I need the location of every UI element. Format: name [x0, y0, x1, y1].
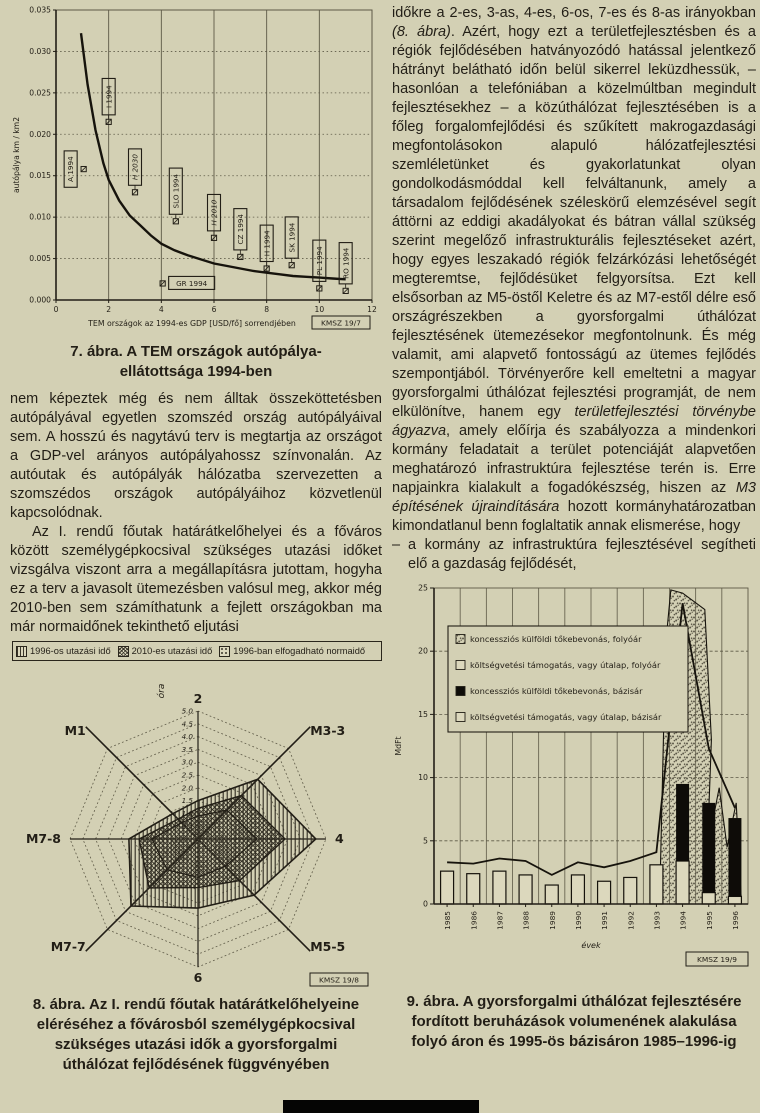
year-label: 1988: [521, 911, 531, 930]
svg-text:0.025: 0.025: [29, 88, 51, 98]
radar-axis-label: 6: [193, 970, 203, 985]
bullet-item: [392, 536, 756, 574]
data-point: [260, 225, 273, 271]
left-paragraph-1: [10, 390, 382, 523]
budget-bar: [545, 885, 558, 904]
left-column: [10, 0, 382, 1083]
year-label: 1991: [600, 911, 610, 930]
text-run: . Azért, hogy ezt a területfejlesztésben és a régiók fejlődésében hatványozódó hatással jelentkező hátrányt belátható időn belül sikerrel leküzdhessük, – hasonlóan a telefóniában a közelmúltban megindult fejlesztésekhez – a közúthálózat fejlesztésében is a főleg forgalomfejlődési és szűkített makrogazdasági megfontolásokon alapuló hálózatfejlesztési szemléletünket és gyakorlatunkat olyan gondolkodásmóddal kell felváltanunk, amely a társadalom fejlődésének széleskörű elemzésével segít áttörni az eddigi akadályokat és bátran vállal szükség szerint megelőző infrastrukturális fejlesztéseket azért, hogy egyes leszakadó régiók felzárkózási lehetőségét megteremtse, fejlődésüket felgyorsítsa. Ezt kell elsősorban az M5-östől Keletre és az M7-estől délre eső országrészekben a gyorsforgalmi úthálózat fejlesztésének ütemezésekor megfontolnunk. És még valamit, ami alapvető fontosságú az ütemes fejlődés szempontjából. Törvényerőre kell emeltetni a magyar gyorsforgalmi úthálózat fejlesztési programját, de nem elkülönítve, hanem egy: [392, 24, 756, 420]
chart-stamp: [312, 316, 370, 329]
data-point: [339, 243, 352, 294]
legend-swatch-icon: [456, 661, 465, 670]
year-label: 1993: [652, 911, 662, 930]
svg-text:KMSZ 19/9: KMSZ 19/9: [697, 955, 737, 964]
bullet-dash: –: [392, 537, 401, 553]
budget-bar: [650, 865, 663, 904]
radar-axis-label: 4: [335, 831, 344, 846]
data-point: [64, 151, 86, 187]
svg-text:évek: évek: [581, 941, 601, 950]
point-label: RO 1994: [341, 247, 351, 279]
svg-text:10: 10: [314, 305, 325, 314]
point-label: SK 1994: [287, 222, 297, 253]
radar-axis-label: M5-5: [310, 939, 346, 955]
data-point: [285, 217, 298, 268]
figure-9-legend: [448, 626, 688, 732]
budget-bar: [728, 896, 741, 904]
right-column: [392, 4, 756, 1060]
svg-text:2.5: 2.5: [181, 770, 193, 780]
svg-text:autópálya km / km2: autópálya km / km2: [12, 116, 21, 194]
legend-label: 1996-ban elfogadható normaidő: [233, 646, 366, 656]
svg-text:25: 25: [418, 583, 428, 593]
chart-stamp: [310, 973, 368, 986]
svg-text:3.5: 3.5: [181, 744, 193, 754]
figure-8-caption: 8. ábra. Az I. rendű főutak határátkelőhelyeine eléréséhez a fővárosból személygépkocsival szükséges utazási idők a gyorsforgalmi úthálózat fejlődésének függvényében: [32, 996, 360, 1073]
data-point: [102, 78, 115, 124]
year-label: 1990: [573, 911, 583, 930]
svg-text:2: 2: [106, 305, 112, 314]
travel-time-radar-chart: [10, 661, 382, 993]
budget-bar: [467, 874, 480, 904]
svg-text:12: 12: [367, 305, 377, 314]
bullet-text: a kormány az infrastruktúra fejlesztésével segítheti elő a gazdaság fejlődését,: [408, 537, 756, 572]
text-run: időkre a 2-es, 3-as, 4-es, 6-os, 7-es és 8-as irányokban: [392, 5, 756, 21]
text-run: , amely előírja és szabályozza a mindenkori kormány feladatait a terület potenciáját alapvetően meghatározó infrastruktúra fejlesztése terén is. Erre napjainkra kialakult a fogadókészség, hiszen az: [392, 423, 756, 496]
text-run: területfejlesztési törvénybe ágyazva: [392, 404, 756, 439]
svg-text:0: 0: [423, 899, 428, 909]
svg-text:15: 15: [418, 709, 428, 719]
svg-text:10: 10: [418, 773, 428, 783]
svg-text:0.030: 0.030: [29, 46, 51, 56]
legend-label: költségvetési támogatás, vagy útalap, bázisár: [470, 712, 662, 722]
radar-axis-label: 2: [193, 691, 203, 706]
legend-label: 2010-es utazási idő: [131, 646, 213, 656]
legend-label: költségvetési támogatás, vagy útalap, folyóár: [470, 660, 661, 670]
year-label: 1994: [678, 911, 688, 930]
point-label: A 1994: [66, 156, 76, 182]
svg-text:0.000: 0.000: [29, 295, 51, 305]
text-run: Az I. rendű főutak határátkelőhelyei és a főváros között személygépkocsival szükséges utazási időket vizsgálva viszont arra a megállapításra jutottam, hogyha ez a terv a javasolt ütemezésben valósul meg, akkor még 2010-ben sem számíthatunk a fejlett országokban ma már normaidőnek tekinthető eljutási: [10, 524, 382, 635]
point-label: CZ 1994: [235, 213, 245, 245]
svg-text:1.5: 1.5: [181, 796, 193, 806]
radar-axis-label: M3-3: [310, 722, 346, 738]
budget-bar: [571, 875, 584, 904]
chart-stamp: [686, 952, 748, 966]
data-point: [160, 276, 215, 289]
svg-text:5: 5: [423, 836, 428, 846]
figure-8-legend: [12, 641, 382, 661]
svg-text:4: 4: [158, 305, 164, 314]
data-point: [208, 194, 221, 240]
budget-bar: [702, 893, 715, 904]
svg-text:0: 0: [53, 305, 59, 314]
year-label: 1989: [547, 911, 557, 930]
legend-swatch-icon: [118, 646, 129, 657]
point-label: PL 1994: [314, 246, 324, 276]
svg-text:6: 6: [211, 305, 217, 314]
year-label: 1987: [495, 911, 505, 930]
text-run: (8. ábra): [392, 24, 451, 40]
text-run: M3 építésének újraindítására: [392, 480, 756, 515]
svg-text:8: 8: [264, 305, 270, 314]
year-label: 1995: [704, 911, 714, 930]
svg-text:0.010: 0.010: [29, 212, 51, 222]
legend-item: [118, 644, 213, 658]
point-label: H 2010: [209, 199, 219, 226]
svg-text:GR 1994: GR 1994: [176, 279, 208, 289]
budget-bar: [598, 881, 611, 904]
svg-text:4.0: 4.0: [181, 732, 193, 742]
tem-motorway-scatter-chart: [10, 0, 382, 338]
legend-label: koncessziós külföldi tőkebevonás, folyóár: [470, 634, 642, 644]
radar-unit-label: óra: [157, 683, 167, 699]
svg-text:1.0: 1.0: [181, 808, 193, 818]
budget-bar: [676, 861, 689, 904]
figure-7: [10, 0, 382, 382]
svg-text:0.035: 0.035: [29, 5, 51, 15]
svg-text:KMSZ 19/7: KMSZ 19/7: [321, 318, 361, 328]
svg-text:2.0: 2.0: [181, 783, 193, 793]
data-point: [313, 240, 326, 291]
svg-text:3.0: 3.0: [181, 757, 193, 767]
budget-bar: [441, 871, 454, 904]
point-label: SLO 1994: [171, 173, 181, 209]
legend-swatch-icon: [456, 635, 465, 644]
concession-bar: [676, 784, 689, 861]
svg-text:0.005: 0.005: [29, 254, 51, 264]
radar-axis-label: M7-8: [25, 831, 61, 846]
svg-text:0.5: 0.5: [181, 821, 193, 831]
legend-swatch-icon: [456, 713, 465, 722]
legend-label: 1996-os utazási idő: [30, 646, 111, 656]
svg-text:0.015: 0.015: [29, 171, 51, 181]
legend-swatch-icon: [456, 687, 465, 696]
svg-text:MdFt: MdFt: [394, 736, 403, 756]
gdp-curve: [81, 33, 346, 279]
right-paragraph-1: [392, 4, 756, 536]
svg-text:0.020: 0.020: [29, 129, 51, 139]
figure-8: [10, 661, 382, 1075]
year-label: 1986: [469, 911, 479, 930]
legend-swatch-icon: [219, 646, 230, 657]
data-point: [129, 149, 142, 195]
year-label: 1992: [626, 911, 636, 930]
investment-volume-bar-chart: [392, 574, 760, 978]
left-paragraph-2: [10, 523, 382, 637]
data-point: [169, 168, 182, 224]
budget-bar: [624, 877, 637, 904]
svg-text:TEM országok az 1994-es GDP [: TEM országok az 1994-es GDP [USD/fő] sorrendjében: [88, 319, 296, 328]
text-run: hozott kormányhatározatban kimondatlanul benn foglaltatik annak elismerése, hogy: [392, 499, 756, 534]
data-point: [234, 209, 247, 260]
scan-artifact-bar: [283, 1100, 479, 1113]
budget-bar: [519, 875, 532, 904]
radar-axis-label: M7-7: [50, 939, 86, 955]
point-label: I 1994: [104, 85, 114, 109]
radar-axis-label: M1: [64, 722, 86, 738]
text-run: nem képeztek még és nem álltak összeköttetésben autópályával egyetlen szomszéd ország autópályáival sem. A hosszú és nagytávú terv is megtartja az országot a GDP-vel arányos autópályahossz színvonalán. Az autóutak és autópályák hálózatba szervezetten a szomszédos országok autópályáihoz közvetlenül kapcsolódnak.: [10, 391, 382, 521]
point-label: H 2030: [130, 154, 140, 181]
legend-item: [16, 644, 111, 658]
concession-bar: [702, 803, 715, 893]
svg-text:5.0: 5.0: [181, 706, 193, 716]
point-label: H 1994: [262, 230, 272, 257]
year-label: 1985: [443, 911, 453, 930]
concession-bar: [728, 818, 741, 896]
legend-swatch-icon: [16, 646, 27, 657]
svg-text:20: 20: [418, 646, 428, 656]
figure-9-caption: 9. ábra. A gyorsforgalmi úthálózat fejlesztésére fordított beruházások volumenének alakulása folyó áron és 1995-ös bázisáron 1985–1996-ig: [406, 993, 742, 1050]
legend-label: koncessziós külföldi tőkebevonás, bázisár: [470, 686, 643, 696]
svg-text:4.5: 4.5: [181, 719, 193, 729]
budget-bar: [493, 871, 506, 904]
legend-item: [219, 644, 365, 658]
year-label: 1996: [730, 911, 740, 930]
figure-7-caption: 7. ábra. A TEM országok autópálya-ellátottsága 1994-ben: [70, 343, 322, 380]
svg-text:KMSZ 19/8: KMSZ 19/8: [319, 975, 359, 985]
figure-9: [392, 574, 756, 1052]
